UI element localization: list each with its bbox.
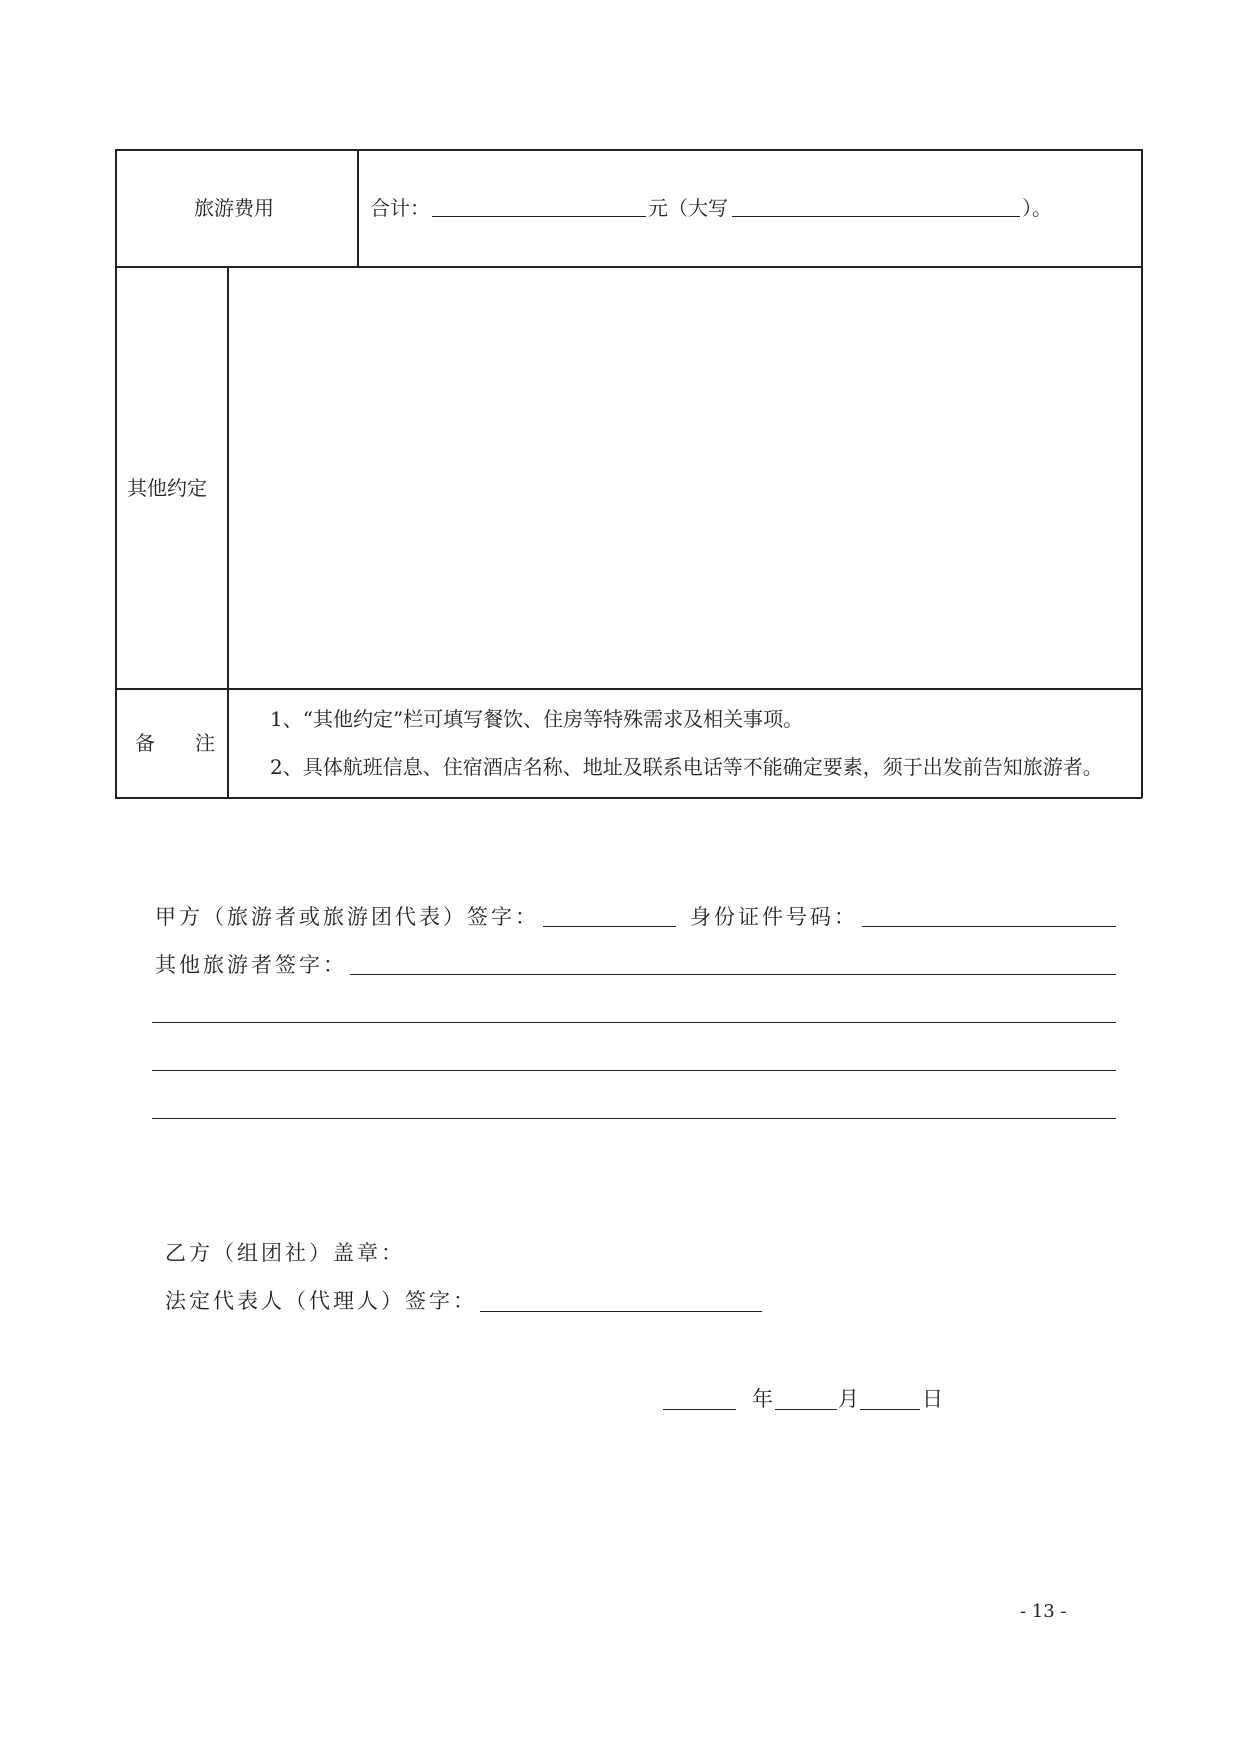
fee-amount-field[interactable] xyxy=(432,216,646,217)
date-month-label: 月 xyxy=(838,1387,862,1411)
date-year-field[interactable] xyxy=(663,1409,736,1410)
fee-amount-capital-field[interactable] xyxy=(732,216,1020,217)
party-b-rep-signature-field[interactable] xyxy=(480,1311,762,1312)
table-border-left xyxy=(115,149,117,798)
other-travelers-field-4[interactable] xyxy=(152,1118,1116,1119)
table-divider-body xyxy=(227,266,229,798)
page-number: - 13 - xyxy=(1020,1601,1067,1622)
other-agreements-field[interactable] xyxy=(230,269,1139,686)
other-travelers-field-1[interactable] xyxy=(350,974,1116,975)
fee-close-text: ）。 xyxy=(1022,196,1052,220)
date-day-label: 日 xyxy=(922,1387,946,1411)
remark-item-2: 2、具体航班信息、住宿酒店名称、地址及联系电话等不能确定要素，须于出发前告知旅游者。 xyxy=(270,755,1103,779)
table-border-top xyxy=(115,149,1142,151)
party-a-id-field[interactable] xyxy=(862,926,1116,927)
other-agreements-label: 其他约定 xyxy=(127,476,207,500)
fee-label: 旅游费用 xyxy=(194,196,274,220)
fee-yuan-text: 元（大写 xyxy=(648,196,728,220)
party-a-signature-field[interactable] xyxy=(543,926,676,927)
party-a-id-label: 身份证件号码： xyxy=(690,905,858,929)
table-border-row1 xyxy=(115,266,1142,268)
date-year-label: 年 xyxy=(752,1387,776,1411)
party-b-rep-label: 法定代表人（代理人）签字： xyxy=(165,1289,477,1313)
fee-total-prefix: 合计： xyxy=(370,196,430,220)
table-border-right xyxy=(1141,149,1143,798)
other-travelers-field-3[interactable] xyxy=(152,1070,1116,1071)
table-divider-fee xyxy=(357,149,359,267)
other-travelers-field-2[interactable] xyxy=(152,1022,1116,1023)
remarks-label: 备 注 xyxy=(135,731,215,755)
date-month-field[interactable] xyxy=(775,1409,837,1410)
party-a-signature-label: 甲方（旅游者或旅游团代表）签字： xyxy=(155,905,539,929)
party-b-seal-label: 乙方（组团社）盖章： xyxy=(165,1241,405,1265)
table-border-bottom xyxy=(115,797,1142,799)
remark-item-1: 1、“其他约定”栏可填写餐饮、住房等特殊需求及相关事项。 xyxy=(270,707,804,731)
table-border-row2 xyxy=(115,688,1142,690)
other-travelers-label: 其他旅游者签字： xyxy=(155,953,347,977)
date-day-field[interactable] xyxy=(860,1409,920,1410)
